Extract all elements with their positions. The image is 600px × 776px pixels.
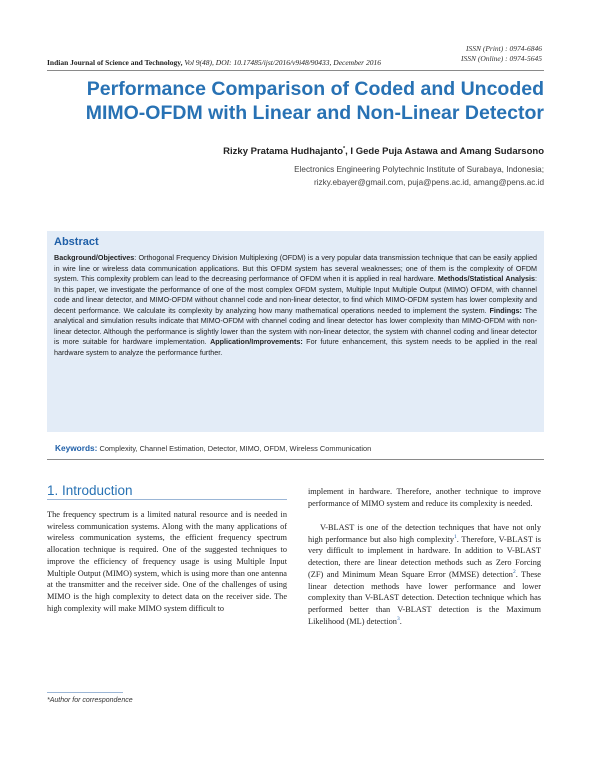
abstract-methods-label: Methods/Statistical Analysis [437, 274, 535, 283]
abstract-background-label: Background/Objectives [54, 253, 135, 262]
paper-title [40, 77, 544, 125]
abstract-text [54, 253, 537, 358]
abstract-application-text: For future enhancement, this system needs to be applied in the real hardware system to analyze the performance further. [54, 337, 537, 357]
abstract-box [47, 231, 544, 432]
citation-ref-2[interactable]: 2 [512, 569, 516, 576]
abstract-methods-text: : In this paper, we investigate the performance of one of the most complex OFDM system, Multiple Input Multiple Output (MIMO) OFDM, with channel code and linear detector, and MIMO-OFDM without channel code and non-linear detector, to find which MIMO-OFDM system has lower complexity and decent performance. We calculate its complexity by analyzing how many mathematical operations needed to implement the system. [54, 274, 537, 315]
para-text-c: . These linear detection methods have lower performance and lower complexity than V-BLAST detection. Detection technique which has performed better than V-BLAST detection is the Maximum Likelihood (ML) detection [308, 569, 541, 626]
abstract-findings-text: The analytical and simulation results indicate that MIMO-OFDM with channel coding and linear detector has lower complexity than MIMO-OFDM with non-linear detector. Although the performance is slightly lower than the system with non-linear detector, the system with channel coding and linear detector is more suitable for hardware implementation. [54, 305, 537, 346]
keywords-divider [47, 459, 544, 460]
para-text-a: V-BLAST is one of the detection techniques that have not only high performance but also high complexity [308, 523, 541, 544]
keywords-text: Complexity, Channel Estimation, Detector, MIMO, OFDM, Wireless Communication [97, 444, 372, 453]
abstract-findings-label: Findings: [489, 305, 522, 315]
other-authors: , I Gede Puja Astawa and Amang Sudarsono [345, 146, 544, 157]
intro-paragraph-right-1: implement in hardware. Therefore, another technique to improve performance of MIMO system and reduce its complexity is needed. [308, 487, 541, 508]
title-line-1: Performance Comparison of Coded and Uncoded [86, 78, 544, 100]
footnote-correspondence: *Author for correspondence [47, 697, 133, 704]
author-1: Rizky Pratama Hudhajanto [223, 146, 344, 157]
para-text-d: . [399, 616, 402, 626]
para-text-b: . Therefore, V-BLAST is very difficult to implement in hardware. In addition to V-BLAST detection, there are linear detection methods such as Zero Forcing (ZF) and Minimum Mean Square Error (MMSE) detection [308, 534, 541, 579]
abstract-background-text: : Orthogonal Frequency Division Multiplexing (OFDM) is a very popular data transmission technique that can be easily applied in wire line or wireless data communication applications. But this OFDM system has several weaknesses; one of them is the complexity of OFDM system. This complexity problem can lead to the decreasing performance of OFDM when it is applied in real hardware. [54, 253, 537, 283]
author-emails: rizky.ebayer@gmail.com, puja@pens.ac.id, amang@pens.ac.id [313, 178, 544, 187]
title-line-2: MIMO-OFDM with Linear and Non-Linear Detector [85, 102, 544, 124]
footnote-rule [47, 692, 123, 693]
intro-paragraph-right-2 [308, 522, 541, 627]
corresponding-mark: * [343, 145, 346, 152]
institution: Electronics Engineering Polytechnic Institute of Surabaya, Indonesia; [294, 165, 544, 174]
citation-ref-1[interactable]: 1 [454, 533, 457, 540]
issn-print: ISSN (Print) : 0974-6846 [465, 44, 542, 53]
journal-citation [47, 58, 381, 67]
section-heading-rule [47, 499, 287, 500]
keywords-label: Keywords: [55, 443, 98, 453]
issn-online: ISSN (Online) : 0974-5645 [460, 53, 542, 63]
intro-paragraph-left: The frequency spectrum is a limited natural resource and is needed in wireless communication systems. Along with the many applications of wireless communication systems, the efficient frequency spectrum allocation technique is required. One of the suggested techniques to improve the efficiency of frequency usage is using Multiple Input Multiple Output (MIMO) system, which is using more than one antenna at the transmitter and the receiver side. One of the challenges of using MIMO is the high complexity to detect data on the receiver side. The high complexity will make MIMO system difficult to [47, 510, 287, 613]
issn-block [461, 44, 542, 63]
citation-ref-3[interactable]: 3 [396, 615, 400, 622]
abstract-heading: Abstract [54, 236, 99, 248]
keywords [55, 443, 371, 453]
authors [223, 146, 544, 157]
journal-details: Vol 9(48), DOI: 10.17485/ijst/2016/v9i48/90433, December 2016 [184, 58, 381, 67]
abstract-application-label: Application/Improvements: [210, 337, 303, 346]
journal-name: Indian Journal of Science and Technology, [47, 58, 183, 67]
header-divider [47, 70, 544, 71]
affiliation [294, 163, 544, 189]
section-heading-introduction: 1. Introduction [47, 483, 133, 498]
